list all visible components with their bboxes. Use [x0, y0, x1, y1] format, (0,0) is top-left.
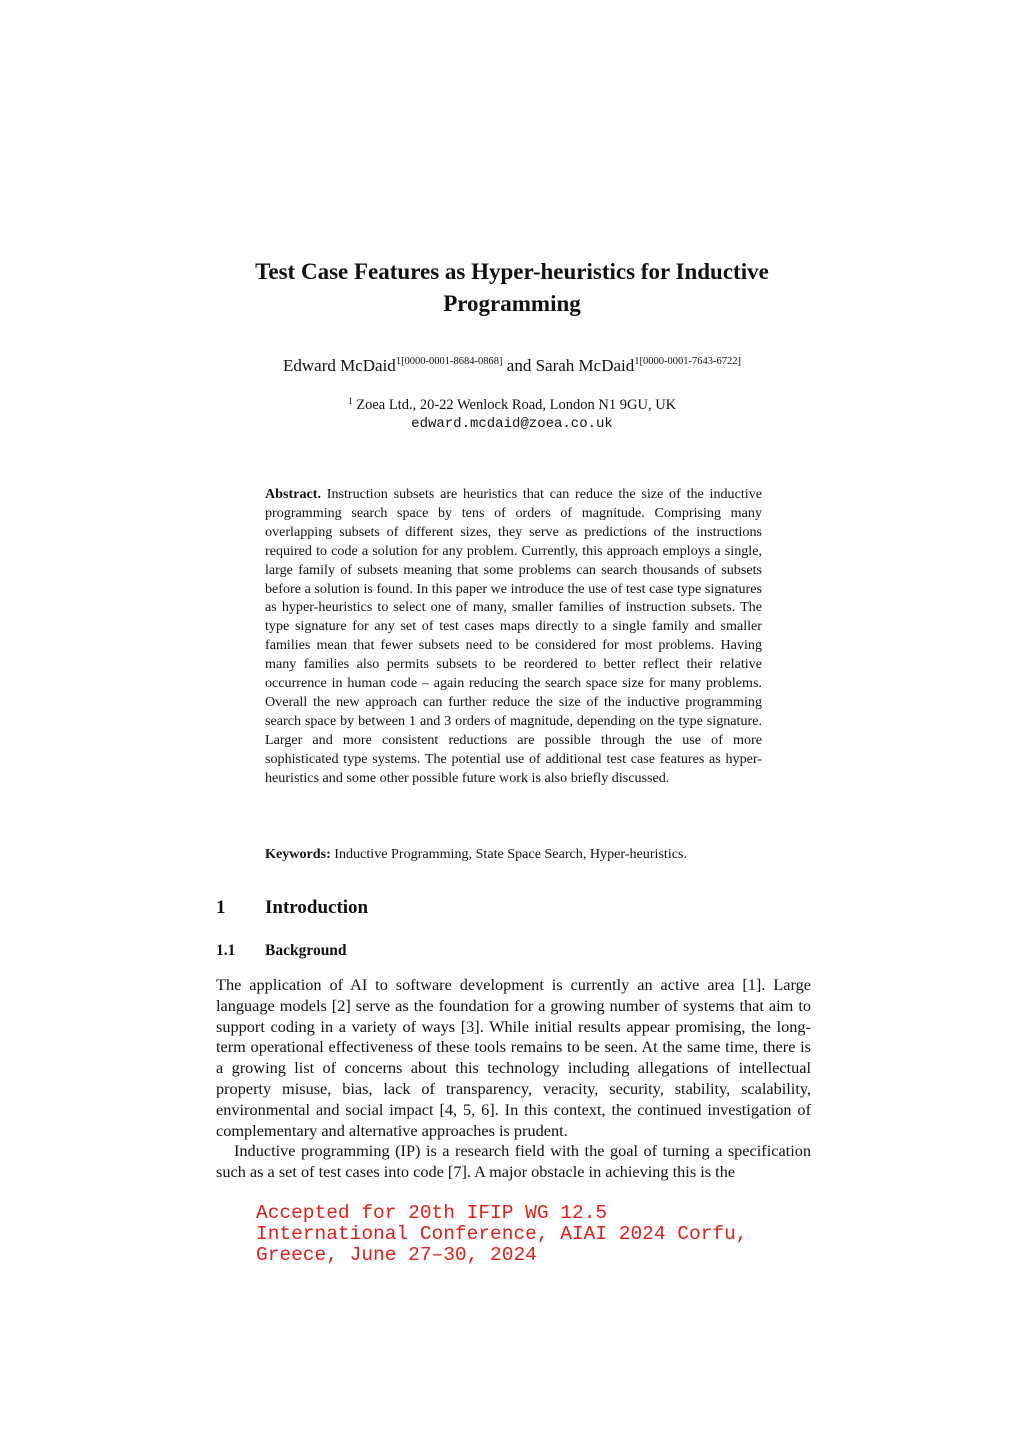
section-number: 1 — [216, 897, 226, 918]
paragraph: Inductive programming (IP) is a research field with the goal of turning a specification such as a set of test cases into code [7]. A major obstacle in achieving this is the — [216, 1141, 811, 1182]
author-connector: and — [502, 356, 536, 375]
paragraph: The application of AI to software development is currently an active area [1]. Large language models [2] serve as the foundation for a growing number of systems that aim to support coding in a variety of ways [3]. While initial results appear promising, the long-term operational effectiveness of these tools remains to be seen. At the same time, there is a growing list of concerns about this technology including allegations of intellectual property misuse, bias, lack of transparency, veracity, security, stability, scalability, environmental and social impact [4, 5, 6]. In this context, the continued investigation of complementary and alternative approaches is prudent. — [216, 975, 811, 1140]
author-1-orcid: 1[0000-0001-8684-0868] — [395, 356, 503, 367]
subsection-heading — [216, 941, 347, 961]
keywords-label: Keywords: — [265, 846, 331, 862]
section-title: Introduction — [265, 897, 369, 918]
acceptance-stamp: Accepted for 20th IFIP WG 12.5 International Conference, AIAI 2024 Corfu, Greece, June 27–30, 2024 — [256, 1202, 748, 1266]
body-text — [216, 975, 811, 1183]
affiliation-text: Zoea Ltd., 20-22 Wenlock Road, London N1 9GU, UK — [352, 397, 677, 413]
author-2-orcid: 1[0000-0001-7643-6722] — [634, 356, 741, 367]
paper-title: Test Case Features as Hyper-heuristics for Inductive Programming — [255, 259, 769, 316]
affiliation — [150, 396, 874, 415]
author-2-name: Sarah McDaid — [535, 356, 635, 375]
keywords — [265, 845, 762, 864]
author-1-name: Edward McDaid — [282, 356, 396, 375]
section-heading — [216, 896, 368, 920]
subsection-title: Background — [265, 942, 347, 959]
subsection-number: 1.1 — [216, 942, 236, 959]
abstract-text: Instruction subsets are heuristics that can reduce the size of the inductive programming search space by tens of orders of magnitude. Comprising many overlapping subsets of different sizes, they serve as predictions of the instructions required to code a solution for any problem. Currently, this approach employs a single, large family of subsets meaning that some problems can search thousands of subsets before a solution is found. In this paper we introduce the use of test case type signatures as hyper-heuristics to select one of many, smaller families of instruction subsets. The type signature for any set of test cases maps directly to a single family and smaller families mean that fewer subsets need to be considered for most problems. Having many families also permits subsets to be reordered to better reflect their relative occurrence in human code – again reducing the search space size for many problems. Overall the new approach can further reduce the size of the inductive programming search space by between 1 and 3 orders of magnitude, depending on the type signature. Larger and more consistent reductions are possible through the use of more sophisticated type systems. The potential use of additional test case features as hyper-heuristics and some other possible future work is also briefly discussed. — [265, 486, 762, 786]
abstract-label: Abstract. — [265, 486, 321, 502]
keywords-text: Inductive Programming, State Space Search, Hyper-heuristics. — [330, 846, 688, 862]
author-email[interactable]: edward.mcdaid@zoea.co.uk — [411, 416, 613, 432]
abstract — [265, 485, 762, 788]
author-line — [150, 354, 874, 378]
affiliation-marker: 1 — [347, 397, 353, 407]
